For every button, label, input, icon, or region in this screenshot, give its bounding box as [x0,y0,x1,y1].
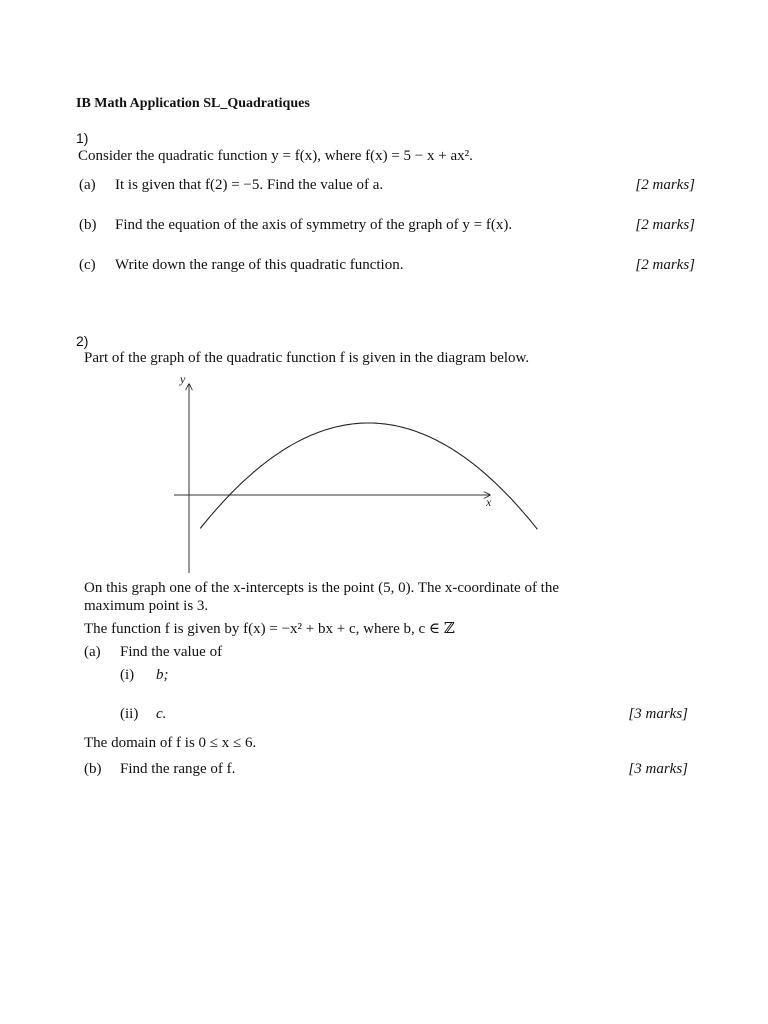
q2-part-a [84,644,222,661]
parabola-curve [200,423,537,529]
q2-sub-i [120,667,169,684]
q2-sub-i-label: (i) [120,667,135,683]
q1-part-a-label: (a) [79,177,96,193]
q2-part-b-label: (b) [84,761,102,777]
question-2-number: 2) [76,333,89,349]
q1-part-a-text: It is given that f(2) = −5. Find the value of a. [115,177,384,193]
q2-part-a-marks: [3 marks] [628,706,688,722]
q2-part-b-marks: [3 marks] [628,761,688,777]
q1-part-b-label: (b) [79,217,97,233]
question-2-intro: Part of the graph of the quadratic function f is given in the diagram below. [84,350,530,366]
question-1-number: 1) [76,130,89,146]
q2-domain-text: The domain of f is 0 ≤ x ≤ 6. [84,735,257,751]
q2-part-a-text: Find the value of [120,644,223,660]
q2-text-1: On this graph one of the x-intercepts is the point (5, 0). The x-coordinate of the [84,580,560,596]
q2-sub-ii-text: c. [156,706,167,722]
q2-sub-ii [120,706,166,723]
q2-text-2: maximum point is 3. [84,598,209,614]
question-1-intro: Consider the quadratic function y = f(x), where f(x) = 5 − x + ax². [78,148,473,164]
q1-part-b-marks: [2 marks] [635,217,695,233]
q1-part-c-label: (c) [79,257,96,273]
q1-part-c-marks: [2 marks] [635,257,695,273]
q1-part-a-marks: [2 marks] [635,177,695,193]
q2-part-b [84,761,235,778]
q2-sub-i-text: b; [156,667,169,683]
q2-part-b-text: Find the range of f. [120,761,236,777]
x-axis-label: x [486,495,492,509]
q1-part-b-text: Find the equation of the axis of symmetry of the graph of y = f(x). [115,217,513,233]
y-axis-label: y [180,372,186,386]
q1-part-c-text: Write down the range of this quadratic function. [115,257,404,273]
q2-part-a-label: (a) [84,644,101,660]
q2-sub-ii-label: (ii) [120,706,139,722]
q2-text-3: The function f is given by f(x) = −x² + bx + c, where b, c ∈ ℤ [84,621,455,637]
document-title: IB Math Application SL_Quadratiques [76,96,310,111]
